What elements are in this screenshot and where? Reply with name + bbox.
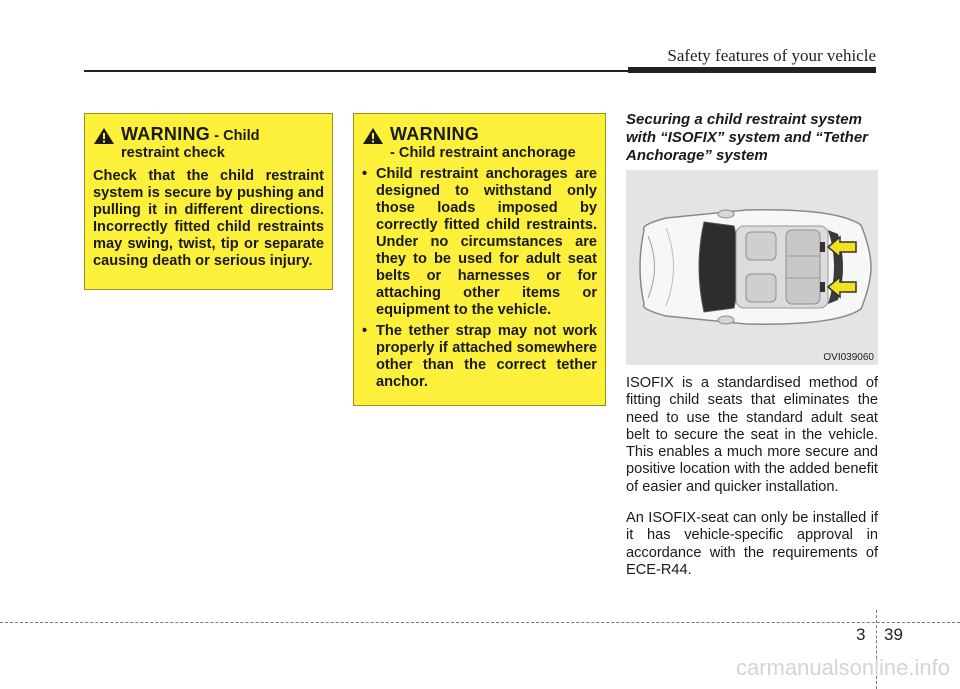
bullet-dot: • [362,323,368,339]
warning-triangle-icon [362,127,384,145]
warning-bullet [362,166,597,319]
section-title: Securing a child restraint system with “ISOFIX” system and “Tether Anchorage” system [626,111,868,164]
bullet-dot: • [362,166,368,182]
warning-subtitle-cont: restraint check [121,145,225,161]
warning-heading [362,126,597,145]
warning-triangle-icon [93,127,115,145]
warning-bullet-text: The tether strap may not work properly if attached somewhere other than the correct tether anchor. [376,323,597,390]
warning-heading [93,126,324,162]
warning-bullet-text: Child restraint anchorages are designed to withstand only those loads imposed by correctly fitted child restraints. Under no circumstances are they to be used for adult seat belts or harnesses or for attaching other items or equipment to the vehicle. [376,166,597,318]
warning-label: WARNING [121,124,211,144]
vehicle-isofix-figure [626,170,878,365]
watermark: carmanualsonline.info [735,655,950,680]
warning-text: Check that the child restraint system is secure by pushing and pulling it in different directions. Incorrectly fitted child restraints may swing, twist, tip or separate causing death or serious injury. [93,168,324,269]
warning-box-child-restraint-check [84,113,333,290]
chapter-number: 3 [856,625,866,644]
warning-label: WARNING [390,124,480,144]
warning-subtitle: - Child restraint anchorage [390,145,576,161]
body-paragraph: An ISOFIX-seat can only be installed if it has vehicle-specific approval in accordance with the requirements of ECE-R44. [626,510,878,578]
car-top-view-illustration [626,170,878,365]
page-number: 39 [884,625,903,644]
figure-code: OVI039060 [823,352,874,363]
header-rule-accent [628,67,876,73]
warning-subtitle: - Child [210,128,260,144]
page-header-title: Safety features of your vehicle [667,46,876,65]
warning-box-child-restraint-anchorage [353,113,606,406]
footer-rule [0,622,960,623]
body-paragraph: ISOFIX is a standardised method of fitting child seats that eliminates the need to use the standard adult seat belt to secure the seat in the vehicle. This enables a much more secure and positive location with the added benefit of easier and quicker installation. [626,375,878,495]
warning-bullet [362,323,597,391]
